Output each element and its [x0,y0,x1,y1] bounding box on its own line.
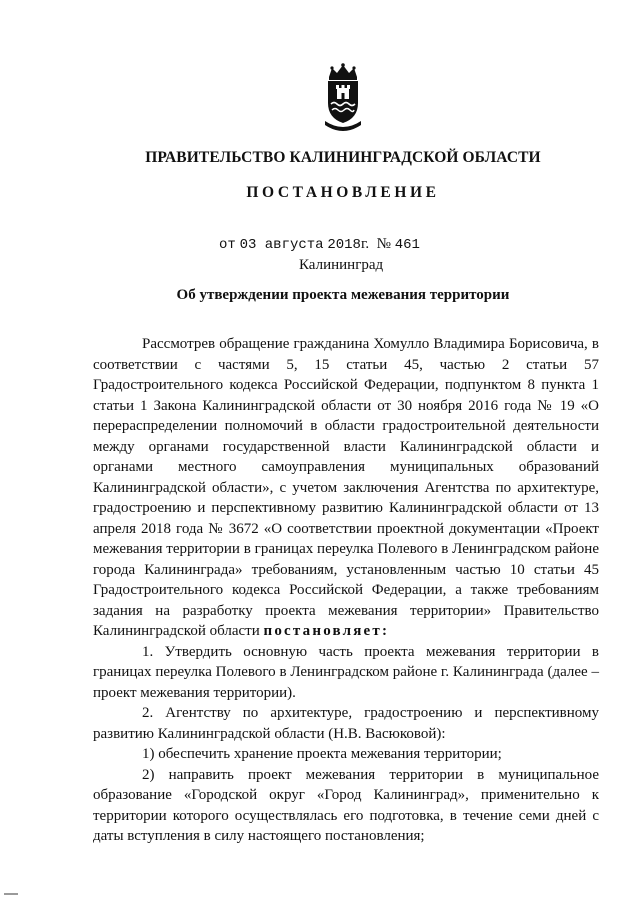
item-2-paragraph: 2. Агентству по архитектуре, градостроению и перспективному развитию Калининградской области (Н.В. Васюковой): [93,705,599,742]
preamble-text: Рассмотрев обращение гражданина Хомулло Владимира Борисовича, в соответствии с частями 5, 15 статьи 45, частью 2 статьи 57 Градостроительного кодекса Российской Федерации, подпунктом 8 пункта 1 статьи 1 Закона Калининградской области от 30 ноября 2016 года № 19 «О перераспределении полномочий в области градостроительной деятельности между органами государственной власти Калининградской области и органами местного самоуправления муниципальных образований Калининградской области», с учетом заключения Агентства по архитектуре, градостроению и перспективному развитию Калининградской области от 13 апреля 2018 года № 3672 «О соответствии проектной документации «Проект межевания территории в границах переулка Полевого в Ленинградском районе города Калининграда» требованиям, установленным частью 10 статьи 45 Градостроительного кодекса Российской Федерации, а также требованиям задания на разработку проекта межевания территории» Правительство Калининградской области [93,336,599,639]
number-sign: № [376,236,391,252]
scan-mark [4,893,18,895]
coat-of-arms-icon [323,63,363,133]
date-day-month: 03 августа [239,237,324,253]
city-name: Калининград [299,257,384,273]
date-year-suffix: г. [360,236,370,252]
date-number-line [219,236,420,253]
date-prefix: от [219,237,236,253]
document-body [93,334,599,847]
date-year: 2018 [327,237,361,253]
document-type: ПОСТАНОВЛЕНИЕ [246,184,440,201]
decree-word: постановляет: [263,623,390,639]
item-2-1-paragraph: 1) обеспечить хранение проекта межевания территории; [142,746,502,762]
item-1-paragraph: 1. Утвердить основную часть проекта межевания территории в границах переулка Полевого в Ленинградском районе г. Калининграда (далее – проект межевания территории). [93,643,599,701]
preamble-paragraph [93,334,599,642]
document-number: 461 [394,237,420,253]
document-subject: Об утверждении проекта межевания территории [176,287,510,303]
government-title: ПРАВИТЕЛЬСТВО КАЛИНИНГРАДСКОЙ ОБЛАСТИ [145,149,541,166]
item-2-2-paragraph: 2) направить проект межевания территории в муниципальное образование «Городской округ «Город Калининград», применительно к территории которого осуществлялась его подготовка, в течение семи дней с даты вступления в силу настоящего постановления; [93,766,599,844]
